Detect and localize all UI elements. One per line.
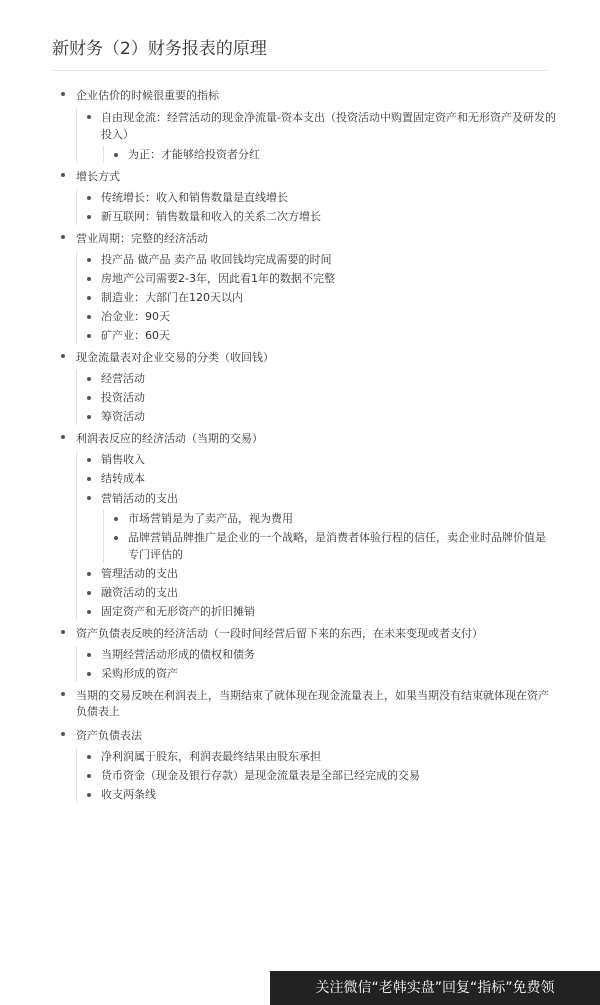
list-item-text: 营销活动的支出 [101, 492, 178, 505]
sub-list [76, 748, 556, 803]
list-item-text: 现金流量表对企业交易的分类（收回钱） [76, 351, 274, 364]
list-item-text: 利润表反应的经济活动（当期的交易） [76, 432, 263, 445]
list-item: 制造业：大部门在120天以内 [81, 289, 556, 306]
list-item [56, 726, 556, 803]
list-item: 当期经营活动形成的债权和债务 [81, 646, 556, 663]
sub-list [76, 646, 556, 682]
list-item: 销售收入 [81, 451, 556, 468]
list-item [81, 108, 556, 163]
sub-list [76, 251, 556, 344]
sub-list [76, 189, 556, 225]
list-item [56, 624, 556, 682]
list-item [56, 167, 556, 225]
outline [56, 86, 556, 804]
list-item-text: 自由现金流：经营活动的现金净流量-资本支出（投资活动中购置固定资产和无形资产及研发的投入） [101, 111, 556, 141]
page-title: 新财务（2）财务报表的原理 [52, 39, 267, 59]
sub-list [76, 451, 556, 620]
list-item [56, 429, 556, 620]
list-item: 货币资金（现金及银行存款）是现金流量表是全部已经完成的交易 [81, 767, 556, 784]
list-item: 新互联网：销售数量和收入的关系二次方增长 [81, 208, 556, 225]
list-item: 管理活动的支出 [81, 565, 556, 582]
list-item: 投产品 做产品 卖产品 收回钱均完成需要的时间 [81, 251, 556, 268]
list-item: 冶金业：90天 [81, 308, 556, 325]
list-item: 结转成本 [81, 470, 556, 487]
list-item: 固定资产和无形资产的折旧摊销 [81, 603, 556, 620]
sub-list [76, 370, 556, 425]
sub-list [76, 108, 556, 163]
list-item: 净利润属于股东，利润表最终结果由股东承担 [81, 748, 556, 765]
list-item: 房地产公司需要2-3年，因此看1年的数据不完整 [81, 270, 556, 287]
list-item-text: 企业估价的时候很重要的指标 [76, 89, 219, 102]
list-item: 矿产业：60天 [81, 327, 556, 344]
title-divider [52, 70, 547, 71]
list-item: 经营活动 [81, 370, 556, 387]
list-item [56, 86, 556, 163]
list-item: 市场营销是为了卖产品，视为费用 [108, 510, 556, 527]
list-item: 传统增长：收入和销售数量是直线增长 [81, 189, 556, 206]
list-item-text: 当期的交易反映在利润表上，当期结束了就体现在现金流量表上，如果当期没有结束就体现在资产负债表上 [76, 689, 549, 718]
list-item-text: 资产负债表反映的经济活动（一段时间经营后留下来的东西，在未来变现或者支付） [76, 627, 483, 640]
list-item-text: 资产负债表法 [76, 729, 142, 742]
list-item: 收支两条线 [81, 786, 556, 803]
list-item [81, 489, 556, 563]
sub-list [103, 146, 556, 163]
list-item-text: 营业周期：完整的经济活动 [76, 232, 208, 245]
list-item: 投资活动 [81, 389, 556, 406]
outline-list [56, 86, 556, 803]
list-item: 为正：才能够给投资者分红 [108, 146, 556, 163]
list-item: 融资活动的支出 [81, 584, 556, 601]
list-item: 采购形成的资产 [81, 665, 556, 682]
list-item [56, 686, 556, 722]
list-item [56, 229, 556, 344]
list-item: 品牌营销品牌推广是企业的一个战略，是消费者体验行程的信任，卖企业时品牌价值是专门评估的 [108, 529, 556, 563]
sub-list [103, 510, 556, 563]
list-item: 筹资活动 [81, 408, 556, 425]
list-item-text: 增长方式 [76, 170, 120, 183]
watermark-banner: 关注微信“老韩实盘”回复“指标”免费领 [270, 971, 600, 1005]
list-item [56, 348, 556, 425]
